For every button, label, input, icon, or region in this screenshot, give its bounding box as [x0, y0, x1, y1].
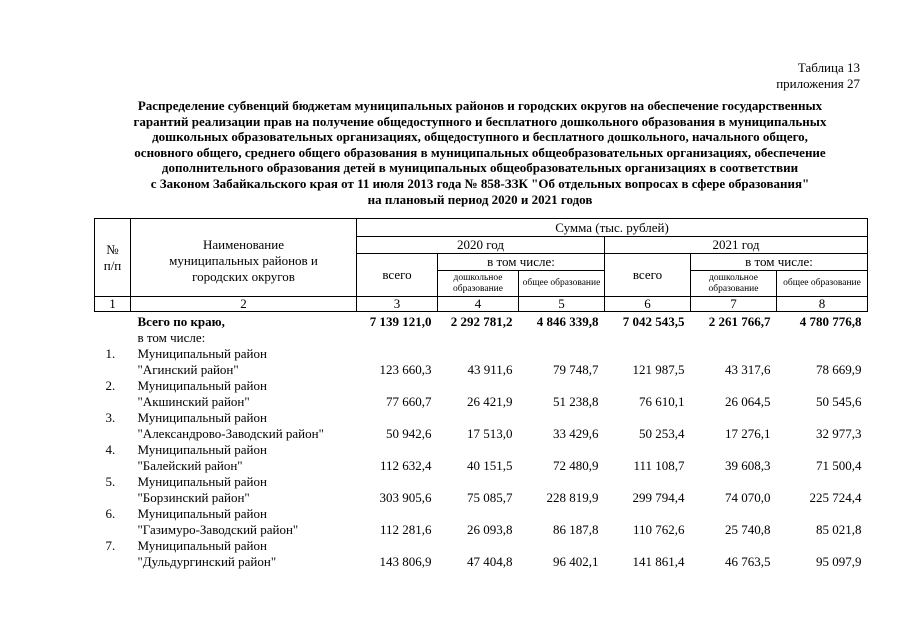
header-general-2020: общее образование	[519, 271, 605, 297]
row-value: 299 794,4	[632, 490, 685, 505]
column-number: 7	[691, 297, 777, 312]
row-index: 5.	[105, 474, 116, 489]
column-number: 8	[777, 297, 868, 312]
title-line: дошкольных образовательных организациях, общедоступного и бесплатного дошкольного, начального общего,	[152, 129, 808, 145]
row-value: 121 987,5	[632, 362, 685, 377]
row-value: 74 070,0	[725, 490, 771, 505]
row-value: 47 404,8	[467, 554, 513, 569]
row-value: 50 942,6	[386, 426, 432, 441]
row-value: 96 402,1	[553, 554, 599, 569]
caption-table-number: Таблица 13	[797, 60, 860, 75]
row-value: 112 281,6	[379, 522, 432, 537]
row-value: 40 151,5	[467, 458, 513, 473]
total-label: Всего по краю,	[137, 314, 225, 329]
row-name-line1: Муниципальный район	[137, 506, 267, 521]
column-number: 5	[519, 297, 605, 312]
total-value: 7 042 543,5	[622, 314, 685, 329]
row-value: 75 085,7	[467, 490, 513, 505]
row-value: 26 421,9	[467, 394, 513, 409]
header-including-2020: в том числе:	[438, 254, 605, 271]
row-value: 17 513,0	[467, 426, 513, 441]
row-name-line2: "Александрово-Заводский район"	[137, 426, 324, 441]
header-year-2020: 2020 год	[357, 237, 605, 254]
header-year-2021: 2021 год	[605, 237, 868, 254]
row-value: 26 093,8	[467, 522, 513, 537]
row-name-line2: "Балейский район"	[137, 458, 243, 473]
table-row	[95, 346, 868, 378]
title-line: с Законом Забайкальского края от 11 июля 2013 года № 858-ЗЗК "Об отдельных вопросах в сфере образования"	[150, 175, 810, 191]
row-value: 72 480,9	[553, 458, 599, 473]
row-value: 32 977,3	[816, 426, 862, 441]
column-number: 2	[131, 297, 357, 312]
row-value: 26 064,5	[725, 394, 771, 409]
row-index: 6.	[105, 506, 116, 521]
row-name-line1: Муниципальный район	[137, 410, 267, 425]
row-value: 143 806,9	[379, 554, 432, 569]
header-sum: Сумма (тыс. рублей)	[357, 219, 868, 237]
row-value: 39 608,3	[725, 458, 771, 473]
table-row	[95, 378, 868, 410]
row-value: 46 763,5	[725, 554, 771, 569]
row-name-line1: Муниципальный район	[137, 474, 267, 489]
row-value: 17 276,1	[725, 426, 771, 441]
row-value: 85 021,8	[816, 522, 862, 537]
row-value: 112 632,4	[379, 458, 432, 473]
title-line: на плановый период 2020 и 2021 годов	[367, 191, 593, 207]
row-index: 1.	[105, 346, 116, 361]
row-value: 78 669,9	[816, 362, 862, 377]
row-name-line2: "Дульдургинский район"	[137, 554, 277, 569]
table-caption	[776, 60, 860, 92]
row-value: 79 748,7	[553, 362, 599, 377]
header-including-2021: в том числе:	[691, 254, 868, 271]
row-value: 50 545,6	[816, 394, 862, 409]
title-line: дополнительного образования детей в муниципальных общеобразовательных организациях в соответствии	[161, 160, 799, 176]
row-value: 71 500,4	[816, 458, 862, 473]
header-preschool-2021: дошкольное образование	[691, 271, 777, 297]
row-name-line2: "Акшинский район"	[137, 394, 250, 409]
row-value: 225 724,4	[809, 490, 862, 505]
total-value: 4 846 339,8	[536, 314, 599, 329]
table-row	[95, 474, 868, 506]
header-preschool-2020: дошкольное образование	[438, 271, 519, 297]
row-name-line1: Муниципальный район	[137, 538, 267, 553]
row-value: 43 317,6	[725, 362, 771, 377]
title-line: основного общего, среднего общего образования в муниципальных общеобразовательных организациях, обеспечение	[134, 144, 826, 160]
row-value: 123 660,3	[379, 362, 432, 377]
total-sublabel: в том числе:	[137, 330, 206, 345]
row-value: 111 108,7	[633, 458, 685, 473]
document-title	[100, 98, 860, 207]
row-value: 77 660,7	[386, 394, 432, 409]
caption-appendix: приложения 27	[776, 76, 860, 91]
row-index: 2.	[105, 378, 116, 393]
row-name-line1: Муниципальный район	[137, 442, 267, 457]
total-value: 2 261 766,7	[708, 314, 771, 329]
table-row	[95, 410, 868, 442]
row-value: 110 762,6	[632, 522, 685, 537]
row-value: 51 238,8	[553, 394, 599, 409]
column-numbers-row	[95, 297, 868, 312]
row-value: 33 429,6	[553, 426, 599, 441]
table-row	[95, 442, 868, 474]
header-num: № п/п	[95, 219, 131, 297]
row-name-line2: "Борзинский район"	[137, 490, 250, 505]
row-value: 303 905,6	[379, 490, 432, 505]
row-value: 141 861,4	[632, 554, 685, 569]
row-value: 86 187,8	[553, 522, 599, 537]
column-number: 4	[438, 297, 519, 312]
column-number: 1	[95, 297, 131, 312]
row-name-line1: Муниципальный район	[137, 378, 267, 393]
table-row	[95, 506, 868, 538]
column-number: 6	[605, 297, 691, 312]
row-value: 95 097,9	[816, 554, 862, 569]
title-line: гарантий реализации прав на получение общедоступного и бесплатного дошкольного образования в муниципальных	[133, 113, 827, 129]
row-value: 76 610,1	[639, 394, 685, 409]
row-index: 4.	[105, 442, 116, 457]
total-value: 4 780 776,8	[799, 314, 862, 329]
subsidy-table	[94, 218, 868, 570]
row-value: 43 911,6	[467, 362, 513, 377]
row-index: 3.	[105, 410, 116, 425]
header-name: Наименование муниципальных районов и городских округов	[131, 219, 357, 297]
total-value: 7 139 121,0	[369, 314, 432, 329]
header-total-2020: всего	[357, 254, 438, 297]
table-row	[95, 538, 868, 570]
row-name-line1: Муниципальный район	[137, 346, 267, 361]
table-row-total	[95, 312, 868, 347]
row-name-line2: "Агинский район"	[137, 362, 239, 377]
total-value: 2 292 781,2	[450, 314, 513, 329]
row-value: 50 253,4	[639, 426, 685, 441]
row-name-line2: "Газимуро-Заводский район"	[137, 522, 299, 537]
row-index: 7.	[105, 538, 116, 553]
title-line: Распределение субвенций бюджетам муниципальных районов и городских округов на обеспечение государственных	[137, 98, 823, 113]
header-total-2021: всего	[605, 254, 691, 297]
header-general-2021: общее образование	[777, 271, 868, 297]
column-number: 3	[357, 297, 438, 312]
row-value: 25 740,8	[725, 522, 771, 537]
row-value: 228 819,9	[546, 490, 599, 505]
